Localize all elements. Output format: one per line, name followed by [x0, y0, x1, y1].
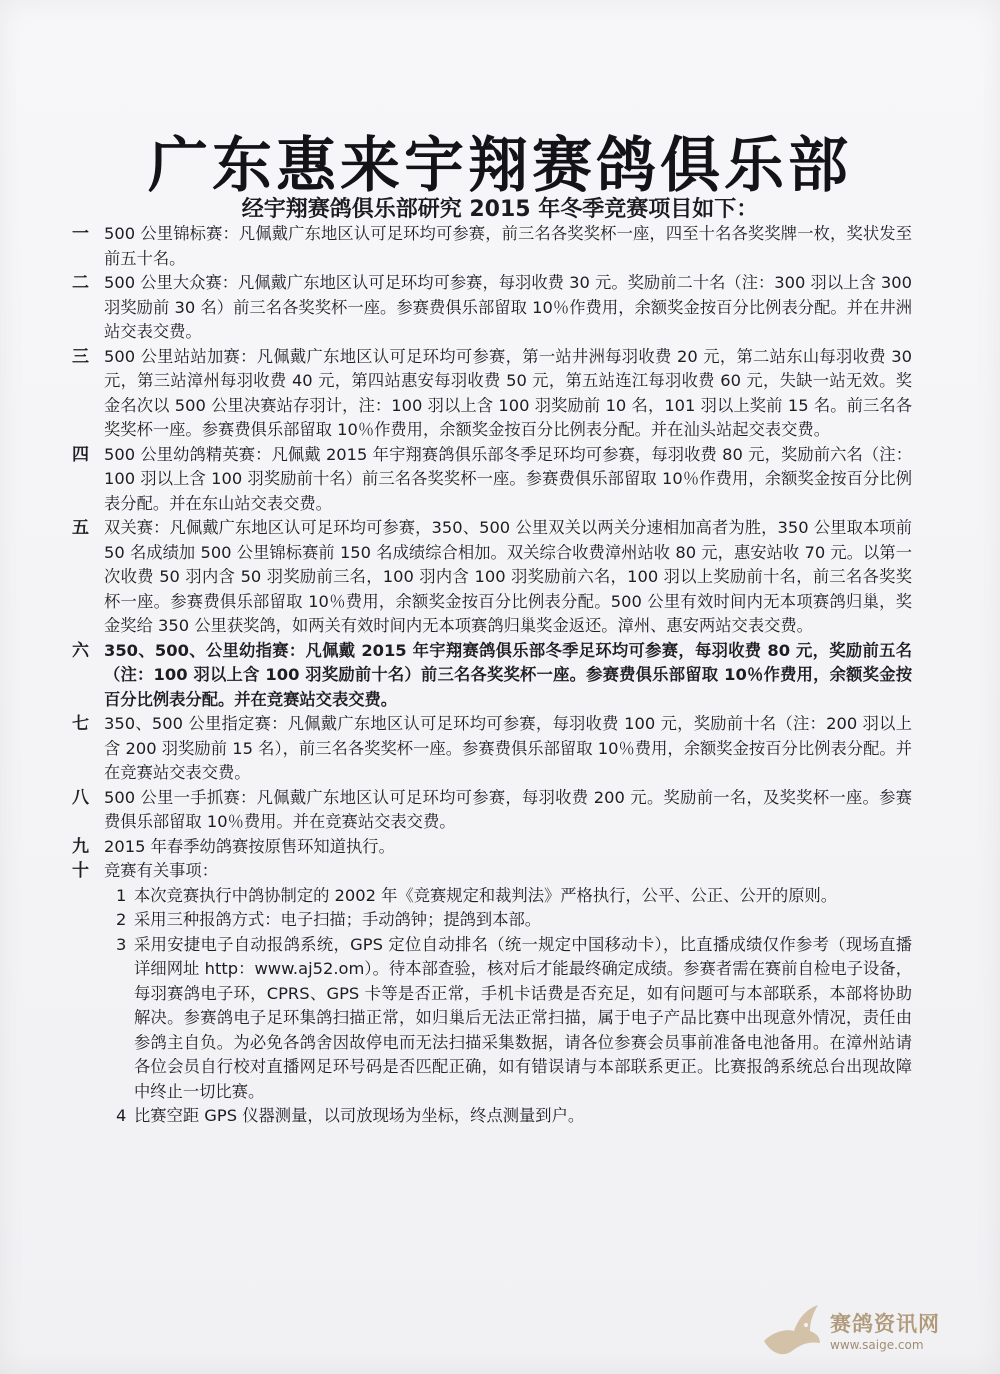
item-text: 500 公里大众赛：凡佩戴广东地区认可足环均可参赛，每羽收费 30 元。奖励前二十名（注：300 羽以上含 300 羽奖励前 30 名）前三名各奖奖杯一座。参赛费俱乐部留取 10％作费用，余额奖金按百分比例表分配。并在井洲站交表交费。	[104, 273, 912, 341]
item-number: 九	[72, 836, 89, 857]
sub-item-number: 3	[116, 934, 127, 954]
item-text: 350、500 公里指定赛：凡佩戴广东地区认可足环均可参赛，每羽收费 100 元，奖励前十名（注：200 羽以上含 200 羽奖励前 15 名），前三名各奖奖杯一座。参赛费俱乐部留取 10％费用，余额奖金按百分比例表分配。并在竞赛站交表交费。	[104, 714, 912, 782]
item-text: 500 公里幼鸽精英赛：凡佩戴 2015 年宇翔赛鸽俱乐部冬季足环均可参赛，每羽收费 80 元，奖励前六名（注：100 羽以上含 100 羽奖励前十名）前三名各奖奖杯一座。参赛费俱乐部留取 10％作费用，余额奖金按百分比例表分配。并在东山站交表交费。	[104, 444, 912, 513]
item-text: 500 公里锦标赛：凡佩戴广东地区认可足环均可参赛，前三名各奖奖杯一座，四至十名各奖奖牌一枚，奖状发至前五十名。	[104, 224, 912, 268]
watermark	[760, 1300, 970, 1360]
sub-item-number: 2	[116, 910, 127, 929]
item-list	[72, 222, 912, 1129]
item-text: 竞赛有关事项：	[104, 861, 218, 880]
item-number: 一	[72, 224, 89, 244]
sub-item-number: 4	[116, 1106, 127, 1125]
sub-item	[72, 908, 912, 933]
item-number: 八	[72, 787, 89, 808]
list-item	[72, 786, 912, 835]
page-subtitle: 经宇翔赛鸽俱乐部研究 2015 年冬季竞赛项目如下：	[241, 197, 759, 222]
list-item	[72, 859, 912, 884]
list-item	[72, 443, 912, 517]
watermark-site-name: 赛鸽资讯网	[830, 1312, 940, 1336]
item-text: 2015 年春季幼鸽赛按原售环知道执行。	[104, 836, 395, 856]
list-item	[72, 835, 912, 860]
list-item	[72, 516, 912, 639]
list-item	[72, 271, 912, 345]
sub-item-number: 1	[116, 885, 127, 905]
sub-item-text: 采用三种报鸽方式：电子扫描；手动鸽钟；提鸽到本部。	[134, 910, 542, 929]
item-number: 三	[72, 346, 89, 367]
item-text: 500 公里站站加赛：凡佩戴广东地区认可足环均可参赛，第一站井洲每羽收费 20 元，第二站东山每羽收费 30 元，第三站漳州每羽收费 40 元，第四站惠安每羽收费 50 元，第五站连江每羽收费 60 元，失缺一站无效。奖金名次以 500 公里决赛站存羽计，注：100 羽以上含 100 羽奖励前 10 名，101 羽以上奖前 15 名。前三名各奖奖杯一座。参赛费俱乐部留取 10％作费用，余额奖金按百分比例表分配。并在汕头站起交表交费。	[104, 346, 912, 439]
sub-item-text: 比赛空距 GPS 仪器测量，以司放现场为坐标，终点测量到户。	[134, 1106, 585, 1125]
list-item	[72, 712, 912, 786]
item-number: 二	[72, 273, 89, 293]
item-number: 五	[72, 518, 89, 538]
item-text: 350、500、公里幼指赛：凡佩戴 2015 年宇翔赛鸽俱乐部冬季足环均可参赛，每羽收费 80 元，奖励前五名（注：100 羽以上含 100 羽奖励前十名）前三名各奖奖杯一座。参赛费俱乐部留取 10％作费用，余额奖金按百分比例表分配。并在竞赛站交表交费。	[104, 640, 912, 709]
item-text: 双关赛：凡佩戴广东地区认可足环均可参赛，350、500 公里双关以两关分速相加高者为胜，350 公里取本项前 50 名成绩加 500 公里锦标赛前 150 名成绩综合相加。双关综合收费漳州站收 80 元，惠安站收 70 元。以第一次收费 50 羽内含 50 羽奖励前三名，100 羽内含 100 羽奖励前六名，100 羽以上奖励前十名，前三名各奖奖杯一座。参赛费俱乐部留取 10％费用，余额奖金按百分比例表分配。500 公里有效时间内无本项赛鸽归巢，奖金奖给 350 公里获奖鸽，如两关有效时间内无本项赛鸽归巢奖金返还。漳州、惠安两站交表交费。	[104, 518, 912, 635]
item-number: 十	[72, 861, 89, 881]
item-number: 七	[72, 714, 89, 734]
item-number: 六	[72, 640, 89, 661]
item-text: 500 公里一手抓赛：凡佩戴广东地区认可足环均可参赛，每羽收费 200 元。奖励前一名，及奖奖杯一座。参赛费俱乐部留取 10％费用。并在竞赛站交表交费。	[104, 787, 912, 831]
page-title: 广东惠来宇翔赛鸽俱乐部	[148, 131, 852, 201]
list-item	[72, 639, 912, 713]
sub-item	[72, 884, 912, 909]
item-number: 四	[72, 444, 89, 465]
sub-item-text: 本次竞赛执行中鸽协制定的 2002 年《竞赛规定和裁判法》严格执行，公平、公正、公开的原则。	[134, 885, 838, 905]
sub-item-text: 采用安捷电子自动报鸽系统，GPS 定位自动排名（统一规定中国移动卡），比直播成绩仅作参考（现场直播详细网址 http：www.aj52.om）。待本部查验，核对后才能最终确定成绩。参赛者需在赛前自检电子设备，每羽赛鸽电子环，CPRS、GPS 卡等是否正常，手机卡话费是否充足，如有问题可与本部联系，本部将协助解决。参赛鸽电子足环集鸽扫描正常，如归巢后无法正常扫描，属于电子产品比赛中出现意外情况，责任由参鸽主自负。为必免各鸽舍因故停电而无法扫描采集数据，请各位参赛会员事前准备电池备用。在漳州站请各位会员自行校对直播网足环号码是否匹配正确，如有错误请与本部联系更正。比赛报鸽系统总台出现故障中终止一切比赛。	[134, 934, 912, 1101]
pigeon-logo-icon	[760, 1301, 824, 1359]
sub-item	[72, 933, 912, 1105]
watermark-url: www.saige.com	[830, 1338, 924, 1352]
list-item	[72, 222, 912, 271]
sub-item	[72, 1104, 912, 1129]
list-item	[72, 345, 912, 443]
